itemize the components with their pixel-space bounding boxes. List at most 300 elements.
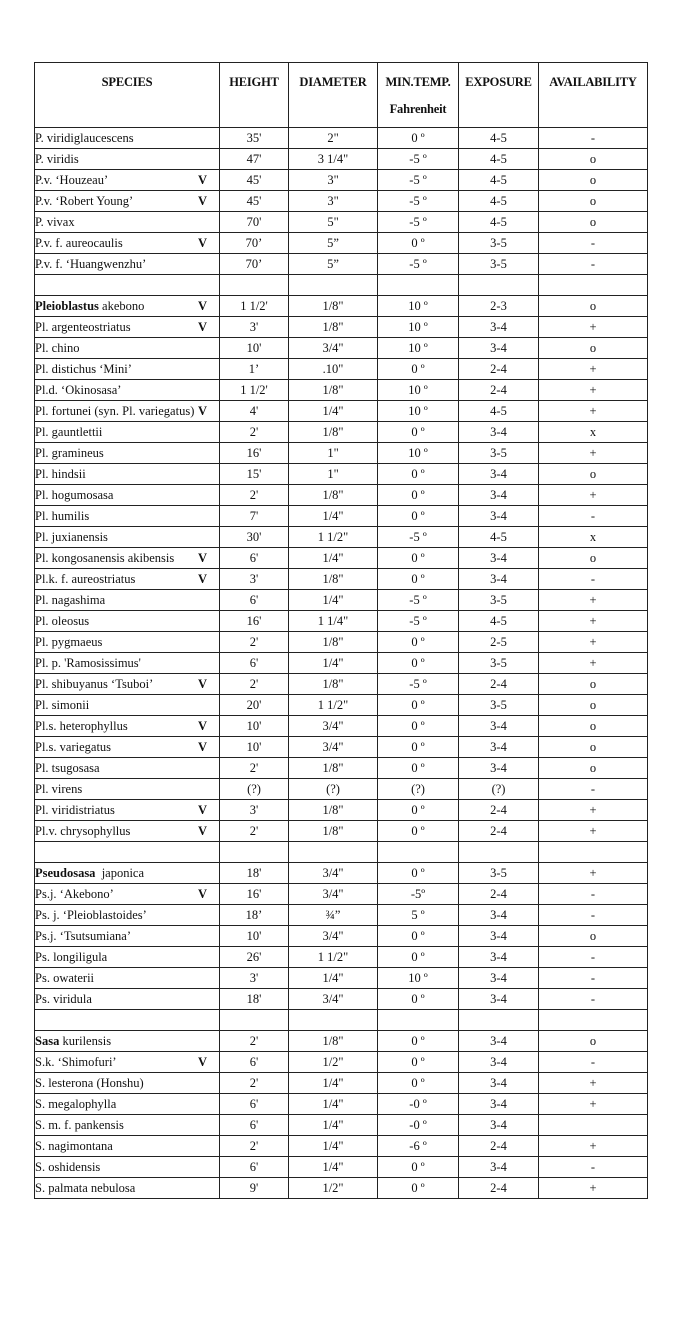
species-name: Pl. nagashima — [35, 593, 106, 607]
min-temp-cell: 0 º — [378, 485, 459, 506]
table-row — [35, 464, 648, 485]
species-cell — [35, 380, 220, 401]
height-cell: 10' — [220, 338, 289, 359]
table-row — [35, 506, 648, 527]
species-cell — [35, 653, 220, 674]
table-row — [35, 401, 648, 422]
header-height-label: HEIGHT — [229, 75, 279, 89]
height-cell: 2' — [220, 1136, 289, 1157]
diameter-cell: 1/8" — [289, 800, 378, 821]
species-cell — [35, 464, 220, 485]
species-name: Pl.s. variegatus — [35, 740, 112, 754]
species-cell — [35, 1136, 220, 1157]
exposure-cell: 4-5 — [459, 149, 539, 170]
diameter-cell: 1/4" — [289, 506, 378, 527]
availability-cell: o — [539, 1031, 648, 1052]
variegated-marker: V — [197, 572, 207, 586]
availability-cell: + — [539, 485, 648, 506]
table-row — [35, 1031, 648, 1052]
diameter-cell: 1/4" — [289, 1136, 378, 1157]
exposure-cell: 3-5 — [459, 254, 539, 275]
min-temp-cell — [378, 842, 459, 863]
height-cell: 2' — [220, 758, 289, 779]
variegated-marker: V — [197, 299, 207, 313]
table-row — [35, 191, 648, 212]
min-temp-cell: 10 º — [378, 296, 459, 317]
species-name: Pl. distichus ‘Mini’ — [35, 362, 132, 376]
exposure-cell: 2-4 — [459, 884, 539, 905]
table-row — [35, 1073, 648, 1094]
exposure-cell: 2-4 — [459, 359, 539, 380]
species-cell — [35, 359, 220, 380]
species-name: S. megalophylla — [35, 1097, 117, 1111]
height-cell: 47' — [220, 149, 289, 170]
exposure-cell: 3-5 — [459, 863, 539, 884]
min-temp-cell: 10 º — [378, 968, 459, 989]
table-row — [35, 128, 648, 149]
species-cell — [35, 296, 220, 317]
exposure-cell: 2-5 — [459, 632, 539, 653]
table-row — [35, 233, 648, 254]
species-name: Pl. chino — [35, 341, 80, 355]
min-temp-cell: -5 º — [378, 674, 459, 695]
header-species-label: SPECIES — [101, 75, 153, 89]
exposure-cell: 4-5 — [459, 212, 539, 233]
availability-cell: - — [539, 1052, 648, 1073]
species-cell — [35, 128, 220, 149]
min-temp-cell: 0 º — [378, 947, 459, 968]
exposure-cell: 2-4 — [459, 821, 539, 842]
min-temp-cell: -5º — [378, 884, 459, 905]
diameter-cell: 3" — [289, 191, 378, 212]
height-cell: 3' — [220, 968, 289, 989]
height-cell: 6' — [220, 1094, 289, 1115]
availability-cell: o — [539, 464, 648, 485]
availability-cell: o — [539, 191, 648, 212]
height-cell: 70’ — [220, 254, 289, 275]
height-cell: 70' — [220, 212, 289, 233]
min-temp-cell: 0 º — [378, 1157, 459, 1178]
table-row — [35, 800, 648, 821]
min-temp-cell: 0 º — [378, 464, 459, 485]
min-temp-cell: 0 º — [378, 926, 459, 947]
exposure-cell: 3-4 — [459, 317, 539, 338]
species-cell — [35, 884, 220, 905]
exposure-cell: 3-4 — [459, 968, 539, 989]
height-cell — [220, 275, 289, 296]
table-row — [35, 359, 648, 380]
species-name: Ps. j. ‘Pleioblastoides’ — [35, 908, 147, 922]
diameter-cell: 1" — [289, 443, 378, 464]
exposure-cell: 2-4 — [459, 1178, 539, 1199]
species-cell — [35, 1094, 220, 1115]
min-temp-cell: (?) — [378, 779, 459, 800]
diameter-cell: 1/4" — [289, 401, 378, 422]
species-cell — [35, 191, 220, 212]
diameter-cell: 3/4" — [289, 716, 378, 737]
spacer-row — [35, 275, 648, 296]
species-name: S. lesterona (Honshu) — [35, 1076, 144, 1090]
diameter-cell: 1/8" — [289, 821, 378, 842]
min-temp-cell: 0 º — [378, 653, 459, 674]
species-cell — [35, 1178, 220, 1199]
header-diameter-label: DIAMETER — [299, 75, 367, 89]
availability-cell: + — [539, 317, 648, 338]
availability-cell: + — [539, 632, 648, 653]
species-cell — [35, 233, 220, 254]
exposure-cell: 3-4 — [459, 422, 539, 443]
exposure-cell: 4-5 — [459, 128, 539, 149]
min-temp-cell: 0 º — [378, 422, 459, 443]
exposure-cell: 3-4 — [459, 1073, 539, 1094]
diameter-cell: 1/4" — [289, 968, 378, 989]
diameter-cell: 1/8" — [289, 758, 378, 779]
min-temp-cell: 0 º — [378, 569, 459, 590]
height-cell: 2' — [220, 1031, 289, 1052]
min-temp-cell: 5 º — [378, 905, 459, 926]
diameter-cell: .10" — [289, 359, 378, 380]
availability-cell: o — [539, 758, 648, 779]
diameter-cell: 3/4" — [289, 884, 378, 905]
table-row — [35, 884, 648, 905]
exposure-cell: 3-4 — [459, 1157, 539, 1178]
species-cell — [35, 989, 220, 1010]
species-name: Ps. longiligula — [35, 950, 108, 964]
species-cell — [35, 1157, 220, 1178]
diameter-cell: 1/8" — [289, 1031, 378, 1052]
min-temp-cell: 10 º — [378, 317, 459, 338]
species-name: S. nagimontana — [35, 1139, 113, 1153]
species-cell — [35, 1115, 220, 1136]
species-cell — [35, 632, 220, 653]
availability-cell: - — [539, 947, 648, 968]
diameter-cell: 1/4" — [289, 590, 378, 611]
table-row — [35, 569, 648, 590]
exposure-cell: 3-5 — [459, 590, 539, 611]
availability-cell: + — [539, 1136, 648, 1157]
variegated-marker: V — [197, 824, 207, 838]
diameter-cell: 5” — [289, 254, 378, 275]
variegated-marker: V — [197, 173, 207, 187]
species-cell — [35, 527, 220, 548]
species-cell — [35, 800, 220, 821]
diameter-cell: 1/4" — [289, 548, 378, 569]
species-cell — [35, 317, 220, 338]
exposure-cell: 3-4 — [459, 737, 539, 758]
availability-cell: o — [539, 737, 648, 758]
diameter-cell: 3/4" — [289, 926, 378, 947]
species-cell — [35, 758, 220, 779]
availability-cell: - — [539, 779, 648, 800]
species-cell — [35, 695, 220, 716]
table-row — [35, 1094, 648, 1115]
height-cell: 3' — [220, 317, 289, 338]
height-cell: 2' — [220, 1073, 289, 1094]
height-cell: 2' — [220, 422, 289, 443]
species-cell — [35, 947, 220, 968]
diameter-cell: 1/2" — [289, 1052, 378, 1073]
height-cell: 2' — [220, 485, 289, 506]
availability-cell: + — [539, 1073, 648, 1094]
header-diameter — [289, 63, 378, 128]
table-row — [35, 590, 648, 611]
species-name: Pl. pygmaeus — [35, 635, 103, 649]
exposure-cell: (?) — [459, 779, 539, 800]
species-cell — [35, 905, 220, 926]
species-name: Pl. gauntlettii — [35, 425, 103, 439]
exposure-cell: 3-4 — [459, 1031, 539, 1052]
header-row — [35, 63, 648, 128]
diameter-cell: 5” — [289, 233, 378, 254]
exposure-cell: 3-4 — [459, 338, 539, 359]
height-cell: 35' — [220, 128, 289, 149]
variegated-marker: V — [197, 803, 207, 817]
diameter-cell: 2" — [289, 128, 378, 149]
table-row — [35, 905, 648, 926]
availability-cell: - — [539, 506, 648, 527]
diameter-cell: 3/4" — [289, 338, 378, 359]
height-cell: 2' — [220, 821, 289, 842]
availability-cell: o — [539, 926, 648, 947]
species-name: Pl.s. heterophyllus — [35, 719, 128, 733]
availability-cell: o — [539, 149, 648, 170]
availability-cell: o — [539, 716, 648, 737]
header-min-temp-label: MIN.TEMP. — [385, 75, 451, 89]
min-temp-cell: 0 º — [378, 632, 459, 653]
availability-cell: + — [539, 611, 648, 632]
species-cell — [35, 926, 220, 947]
species-name: Ps. viridula — [35, 992, 92, 1006]
table-body — [35, 128, 648, 1199]
height-cell: 3' — [220, 800, 289, 821]
species-cell — [35, 569, 220, 590]
exposure-cell: 3-4 — [459, 1115, 539, 1136]
diameter-cell: 1/8" — [289, 569, 378, 590]
species-name: S. m. f. pankensis — [35, 1118, 124, 1132]
diameter-cell: 1/4" — [289, 1073, 378, 1094]
species-name: japonica — [95, 866, 145, 880]
availability-cell: o — [539, 338, 648, 359]
diameter-cell: 3" — [289, 170, 378, 191]
species-cell — [35, 275, 220, 296]
variegated-marker: V — [197, 887, 207, 901]
species-name: Pl. argenteostriatus — [35, 320, 131, 334]
variegated-marker: V — [197, 194, 207, 208]
table-row — [35, 212, 648, 233]
species-cell — [35, 611, 220, 632]
min-temp-cell: 0 º — [378, 737, 459, 758]
height-cell: 6' — [220, 653, 289, 674]
variegated-marker: V — [197, 719, 207, 733]
table-row — [35, 821, 648, 842]
diameter-cell — [289, 275, 378, 296]
availability-cell: + — [539, 359, 648, 380]
variegated-marker: V — [197, 551, 207, 565]
table-row — [35, 1157, 648, 1178]
table-row — [35, 485, 648, 506]
table-row — [35, 443, 648, 464]
species-cell — [35, 1052, 220, 1073]
min-temp-cell: 0 º — [378, 359, 459, 380]
species-cell — [35, 842, 220, 863]
species-name: P.v. f. ‘Huangwenzhu’ — [35, 257, 147, 271]
height-cell: 2' — [220, 632, 289, 653]
species-name: Ps. owaterii — [35, 971, 95, 985]
variegated-marker: V — [197, 320, 207, 334]
table-row — [35, 254, 648, 275]
min-temp-cell: -6 º — [378, 1136, 459, 1157]
species-name: S. oshidensis — [35, 1160, 101, 1174]
height-cell: 1 1/2' — [220, 380, 289, 401]
height-cell: 1 1/2' — [220, 296, 289, 317]
availability-cell: o — [539, 695, 648, 716]
table-row — [35, 380, 648, 401]
table-row — [35, 695, 648, 716]
genus-name: Pleioblastus — [35, 299, 99, 313]
height-cell: 70’ — [220, 233, 289, 254]
min-temp-cell: -5 º — [378, 611, 459, 632]
min-temp-cell: 10 º — [378, 338, 459, 359]
diameter-cell: 1 1/2" — [289, 947, 378, 968]
availability-cell: - — [539, 128, 648, 149]
species-cell — [35, 590, 220, 611]
species-cell — [35, 737, 220, 758]
diameter-cell — [289, 1010, 378, 1031]
species-name: Pl. humilis — [35, 509, 90, 523]
exposure-cell — [459, 275, 539, 296]
exposure-cell: 2-4 — [459, 800, 539, 821]
availability-cell: - — [539, 905, 648, 926]
species-name: Pl.d. ‘Okinosasa’ — [35, 383, 122, 397]
species-name: P. viridiglaucescens — [35, 131, 134, 145]
species-name: Pl. simonii — [35, 698, 90, 712]
height-cell: 6' — [220, 590, 289, 611]
table-row — [35, 653, 648, 674]
availability-cell: - — [539, 1157, 648, 1178]
diameter-cell: 1/8" — [289, 422, 378, 443]
height-cell — [220, 842, 289, 863]
table-row — [35, 422, 648, 443]
availability-cell: + — [539, 821, 648, 842]
exposure-cell: 3-4 — [459, 989, 539, 1010]
availability-cell: o — [539, 212, 648, 233]
min-temp-cell: 0 º — [378, 1031, 459, 1052]
availability-cell: + — [539, 1178, 648, 1199]
table-row — [35, 968, 648, 989]
height-cell — [220, 1010, 289, 1031]
diameter-cell: ¾” — [289, 905, 378, 926]
variegated-marker: V — [197, 740, 207, 754]
height-cell: 26' — [220, 947, 289, 968]
height-cell: 10' — [220, 737, 289, 758]
variegated-marker: V — [197, 1055, 207, 1069]
species-name: Pl. virens — [35, 782, 83, 796]
height-cell: (?) — [220, 779, 289, 800]
table-row — [35, 1178, 648, 1199]
species-cell — [35, 1031, 220, 1052]
header-exposure — [459, 63, 539, 128]
table-row — [35, 863, 648, 884]
min-temp-cell: 0 º — [378, 233, 459, 254]
diameter-cell: 1/2" — [289, 1178, 378, 1199]
diameter-cell: 1 1/2" — [289, 695, 378, 716]
species-name: P.v. ‘Robert Young’ — [35, 194, 134, 208]
species-name: Pl. p. 'Ramosissimus' — [35, 656, 141, 670]
height-cell: 1’ — [220, 359, 289, 380]
diameter-cell: 3 1/4" — [289, 149, 378, 170]
species-name: P.v. f. aureocaulis — [35, 236, 123, 250]
height-cell: 2' — [220, 674, 289, 695]
table-row — [35, 1136, 648, 1157]
species-cell — [35, 485, 220, 506]
min-temp-cell: -5 º — [378, 149, 459, 170]
exposure-cell: 2-4 — [459, 1136, 539, 1157]
table-row — [35, 758, 648, 779]
availability-cell: x — [539, 527, 648, 548]
height-cell: 4' — [220, 401, 289, 422]
availability-cell: o — [539, 296, 648, 317]
species-name: Pl. shibuyanus ‘Tsuboi’ — [35, 677, 154, 691]
species-name: Pl. juxianensis — [35, 530, 108, 544]
header-min-temp-unit: Fahrenheit — [389, 102, 447, 116]
spacer-row — [35, 842, 648, 863]
species-name: Ps.j. ‘Akebono’ — [35, 887, 114, 901]
availability-cell: o — [539, 548, 648, 569]
species-name: Ps.j. ‘Tsutsumiana’ — [35, 929, 131, 943]
exposure-cell: 3-5 — [459, 695, 539, 716]
genus-name: Pseudosasa — [35, 866, 96, 880]
height-cell: 3' — [220, 569, 289, 590]
diameter-cell: 3/4" — [289, 737, 378, 758]
exposure-cell: 3-4 — [459, 1052, 539, 1073]
table-row — [35, 527, 648, 548]
diameter-cell: 1 1/2" — [289, 527, 378, 548]
availability-cell: + — [539, 401, 648, 422]
genus-name: Sasa — [35, 1034, 60, 1048]
height-cell: 18’ — [220, 905, 289, 926]
availability-cell: + — [539, 800, 648, 821]
species-cell — [35, 338, 220, 359]
min-temp-cell: 0 º — [378, 506, 459, 527]
table-row — [35, 149, 648, 170]
variegated-marker: V — [197, 236, 207, 250]
exposure-cell: 3-5 — [459, 443, 539, 464]
table-row — [35, 779, 648, 800]
header-species — [35, 63, 220, 128]
exposure-cell: 3-4 — [459, 485, 539, 506]
species-cell — [35, 548, 220, 569]
exposure-cell: 3-4 — [459, 1094, 539, 1115]
availability-cell — [539, 1115, 648, 1136]
min-temp-cell: 0 º — [378, 1052, 459, 1073]
table-row — [35, 296, 648, 317]
species-name: Pl. kongosanensis akibensis — [35, 551, 175, 565]
height-cell: 10' — [220, 716, 289, 737]
min-temp-cell: -5 º — [378, 527, 459, 548]
min-temp-cell: 0 º — [378, 800, 459, 821]
availability-cell: + — [539, 380, 648, 401]
table-row — [35, 338, 648, 359]
exposure-cell: 4-5 — [459, 170, 539, 191]
table-row — [35, 632, 648, 653]
variegated-marker: V — [197, 404, 207, 418]
table-row — [35, 1052, 648, 1073]
height-cell: 18' — [220, 989, 289, 1010]
availability-cell: x — [539, 422, 648, 443]
species-cell — [35, 863, 220, 884]
height-cell: 6' — [220, 1157, 289, 1178]
min-temp-cell: 0 º — [378, 1073, 459, 1094]
